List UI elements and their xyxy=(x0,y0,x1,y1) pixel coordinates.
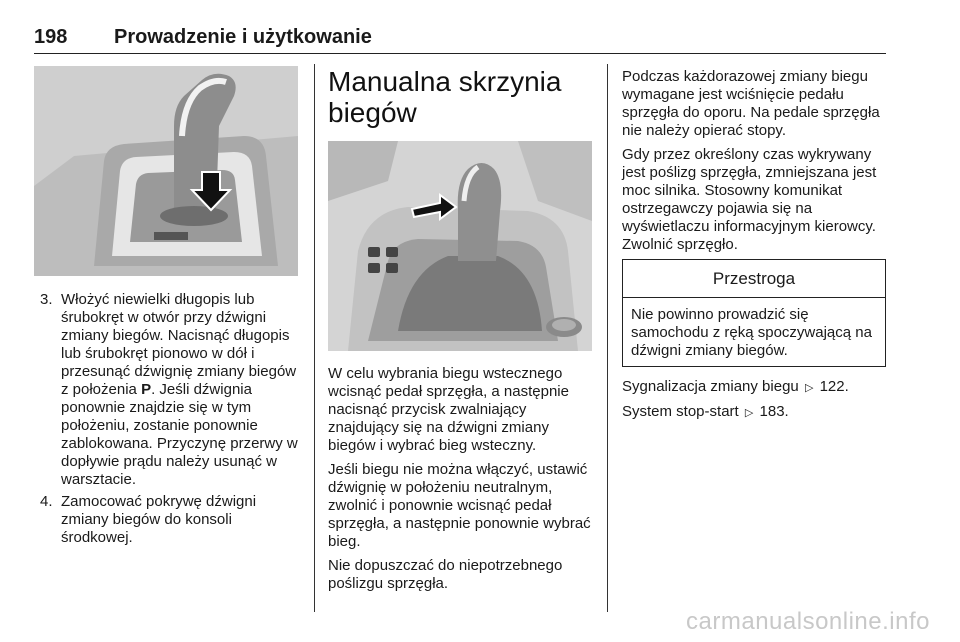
step-4 xyxy=(40,493,302,547)
reference-label: Sygnalizacja zmiany biegu xyxy=(622,378,799,395)
caution-box xyxy=(622,259,886,367)
position-label: P xyxy=(141,381,152,398)
column-divider-1 xyxy=(314,64,315,612)
step-number: 4. xyxy=(40,493,53,510)
cross-references xyxy=(622,378,888,428)
paragraph: Jeśli biegu nie można włączyć, ustawić dźwignię w położeniu neutralnym, zwolnić i ponownie wcisnąć pedał sprzęgła, a następnie ponownie wybrać bieg. xyxy=(328,461,591,550)
cross-reference[interactable] xyxy=(622,403,888,422)
figure-manual-gear-lever xyxy=(328,141,592,351)
step-text: . Jeśli dźwignia ponownie znajdzie się w tym położeniu, zostanie ponownie zablokowana. Przyczynę przerwy w dopływie prądu należy usunąć w warsztacie. xyxy=(61,381,298,488)
paragraph: Gdy przez określony czas wykrywany jest poślizg sprzęgła, zmniejszana jest moc silnika. Stosowny komunikat ostrzegawczy pojawia się na wyświetlaczu informacyjnym kierowcy. Zwolnić sprzęgło. xyxy=(622,146,877,253)
step-text: Zamocować pokrywę dźwigni zmiany biegów do konsoli środkowej. xyxy=(61,493,257,546)
paragraph: Podczas każdorazowej zmiany biegu wymagane jest wciśnięcie pedału sprzęgła do oporu. Na pedale sprzęgła nie należy opierać stopy. xyxy=(622,68,880,139)
caution-heading: Przestroga xyxy=(623,260,885,298)
reference-label: System stop-start xyxy=(622,403,739,420)
section-title: Manualna skrzynia biegów xyxy=(328,66,562,128)
paragraph: W celu wybrania biegu wstecznego wcisnąć pedał sprzęgła, a następnie nacisnąć przycisk zwalniający znajdujący się na dźwigni zmiany biegów i wybrać bieg wsteczny. xyxy=(328,365,569,454)
reference-page: 122. xyxy=(819,378,849,395)
cross-reference[interactable] xyxy=(622,378,888,397)
step-text: Włożyć niewielki długopis lub śrubokręt w otwór przy dźwigni zmiany biegów. Nacisnąć długopis lub śrubokręt pionowo w dół i przesunąć dźwignię zmiany biegów z położenia xyxy=(61,291,297,398)
column-divider-2 xyxy=(607,64,608,612)
figure-selector-lever xyxy=(34,66,298,276)
page-header xyxy=(34,26,886,54)
step-3 xyxy=(40,291,302,489)
reference-page: 183. xyxy=(759,403,789,420)
watermark: carmanualsonline.info xyxy=(686,608,930,635)
clutch-text xyxy=(622,68,888,260)
caution-body: Nie powinno prowadzić się samochodu z ręką spoczywającą na dźwigni zmiany biegów. xyxy=(631,306,872,359)
page-title: Prowadzenie i użytkowanie xyxy=(114,26,372,48)
paragraph: Nie dopuszczać do niepotrzebnego poślizgu sprzęgła. xyxy=(328,557,563,592)
page-reference-arrow-icon: ▷ xyxy=(744,407,754,419)
step-number: 3. xyxy=(40,291,53,308)
procedure-steps xyxy=(40,291,302,551)
page-reference-arrow-icon: ▷ xyxy=(804,382,814,394)
manual-gearbox-text xyxy=(328,365,596,599)
page-number: 198 xyxy=(34,26,68,48)
